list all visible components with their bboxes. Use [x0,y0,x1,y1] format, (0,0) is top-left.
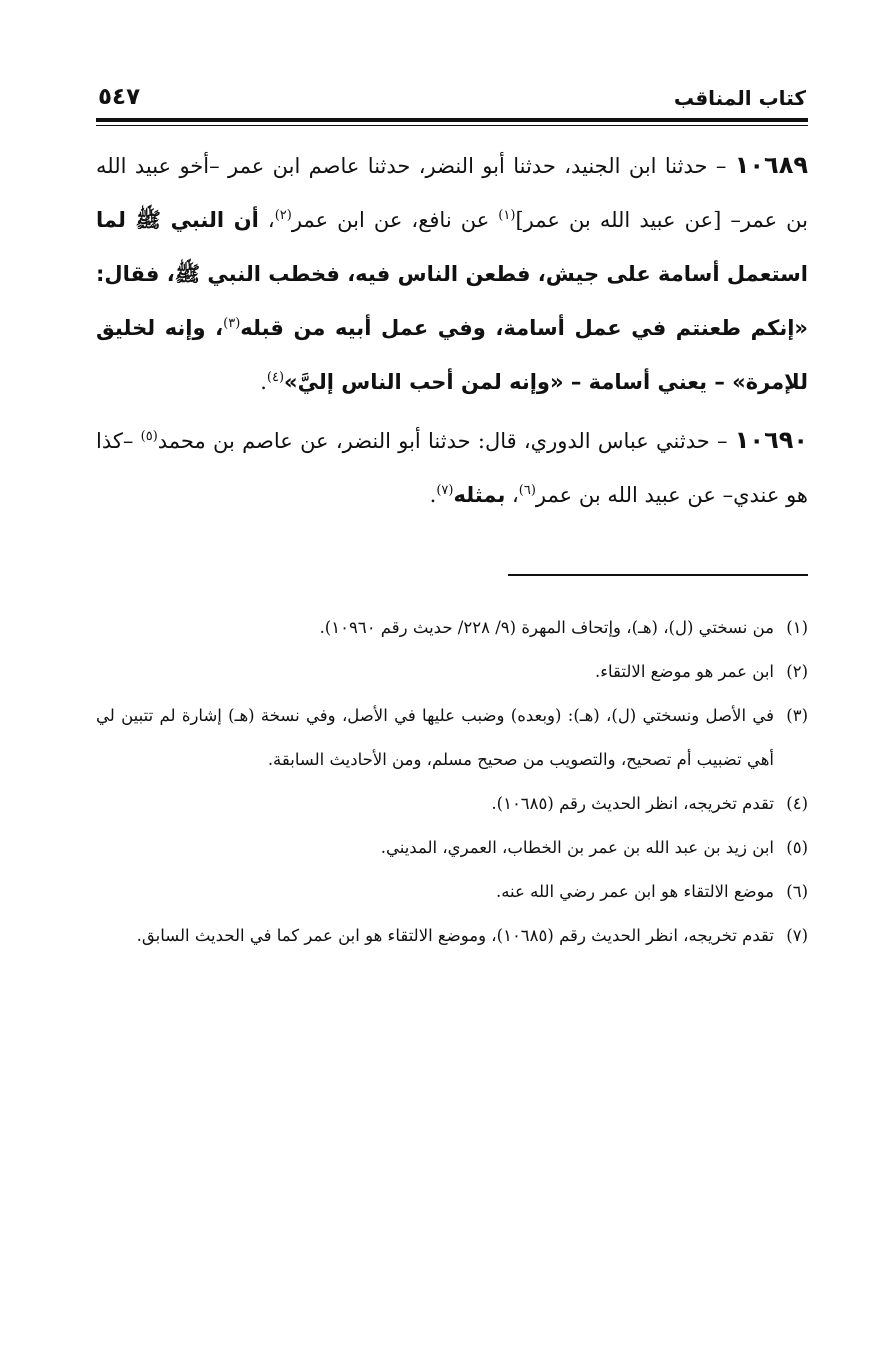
hadith-number: ١٠٦٨٩ [734,151,808,179]
footnote [96,694,808,782]
footnote-text: في الأصل ونسختي (ل)، (هـ): (وبعده) وضبب عليها في الأصل، وفي نسخة (هـ) إشارة لم تتبين لي أهي تضبيب أم تصحيح، والتصويب من صحيح مسلم، ومن الأحاديث السابقة. [96,706,774,769]
hadith-10689 [96,138,808,409]
footnote-number: (٤) [786,794,808,813]
hadith-text: – حدثني عباس الدوري، قال: حدثنا أبو النضر، عن عاصم بن محمد [157,429,735,453]
hadith-text: – حدثنا ابن الجنيد، حدثنا أبو النضر، حدثنا عاصم ابن عمر –أخو عبيد الله بن عمر– [عن عبيد الله بن عمر] [96,154,808,232]
footnote-number: (٢) [786,662,808,681]
hadith-text: . [429,483,437,507]
hadith-number: ١٠٦٩٠ [734,426,809,454]
hadith-matn: أن النبي ﷺ لما استعمل أسامة على جيش، فطعن الناس فيه، فخطب النبي ﷺ، فقال: «إنكم طعنتم في عمل أسامة، وفي عمل أبيه من قبله [96,208,808,340]
hadith-text: ، [258,208,275,232]
main-text [96,138,808,522]
hadith-text: . [260,370,267,394]
hadith-matn: بمثله [453,483,506,507]
header-rule-thick [96,118,808,122]
footnote-text: موضع الالتقاء هو ابن عمر رضي الله عنه. [495,882,774,901]
footnote-number: (٦) [786,882,808,901]
hadith-text: عن نافع، عن ابن عمر [291,208,499,232]
footnote-ref: (٥) [140,429,158,444]
footnote-text: ابن زيد بن عبد الله بن عمر بن الخطاب، العمري، المديني. [380,838,774,857]
hadith-text: ، [505,483,519,507]
footnote [96,826,808,870]
footnote [96,914,808,958]
hadith-text: –كذا هو عندي– عن عبيد الله بن عمر [96,429,808,507]
footnote-number: (٣) [786,706,808,725]
footnote-separator [508,574,808,576]
header-rule-thin [96,125,808,126]
footnote [96,650,808,694]
book-title: كتاب المناقب [673,86,806,110]
footnote-text: من نسختي (ل)، (هـ)، وإتحاف المهرة (٩/ ٢٢٨/ حديث رقم ١٠٩٦٠). [319,618,774,637]
page [96,80,808,958]
footnote-text: تقدم تخريجه، انظر الحديث رقم (١٠٦٨٥)، وموضع الالتقاء هو ابن عمر كما في الحديث السابق. [136,926,774,945]
footnote [96,782,808,826]
footnote-number: (٧) [786,926,808,945]
footnote [96,870,808,914]
hadith-matn: ، وإنه لخليق للإمرة» – يعني أسامة – «وإنه لمن أحب الناس إليَّ» [96,316,808,394]
footnote-number: (٥) [786,838,808,857]
footnote [96,606,808,650]
footnote-text: تقدم تخريجه، انظر الحديث رقم (١٠٦٨٥). [491,794,774,813]
footnote-ref: (٣) [223,316,241,331]
footnote-ref: (٦) [518,483,536,498]
running-header [96,80,808,110]
footnote-ref: (١) [498,208,516,223]
footnote-number: (١) [786,618,808,637]
footnote-ref: (٤) [266,370,285,385]
footnotes [96,606,808,958]
footnote-ref: (٧) [436,483,454,498]
footnote-text: ابن عمر هو موضع الالتقاء. [595,662,774,681]
hadith-10690 [96,413,808,522]
footnote-ref: (٢) [274,208,292,223]
page-number: ٥٤٧ [98,84,141,110]
